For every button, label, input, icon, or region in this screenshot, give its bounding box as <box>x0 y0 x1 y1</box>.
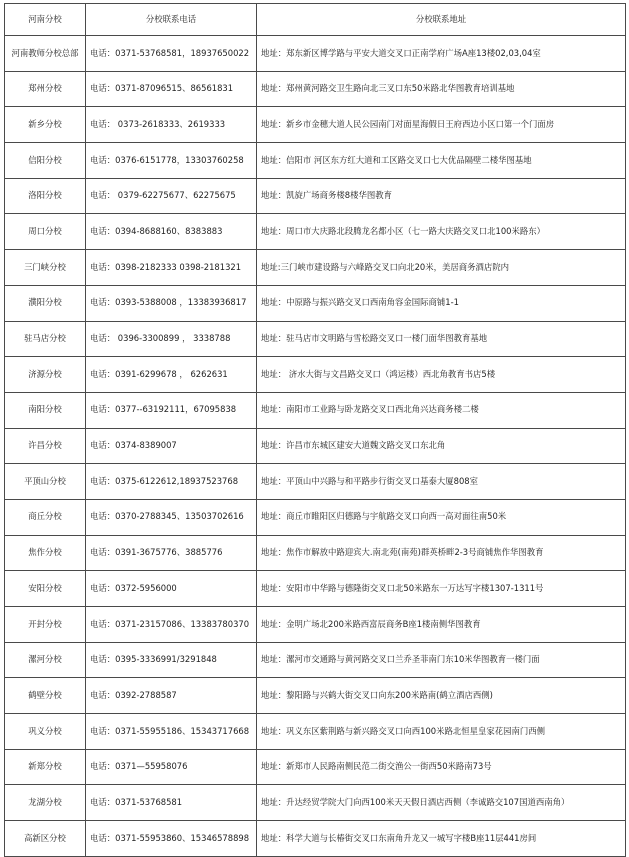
branch-name: 开封分校 <box>5 607 86 643</box>
table-row <box>5 714 626 750</box>
table-row <box>5 71 626 107</box>
branch-address: 地址：平顶山中兴路与和平路步行街交叉口基泰大厦808室 <box>257 464 626 500</box>
branch-phone: 电话：0375-6122612,18937523768 <box>86 464 257 500</box>
table-row <box>5 749 626 785</box>
branch-address: 地址：信阳市 河区东方红大道和工区路交叉口七大优品隔壁二楼华图基地 <box>257 143 626 179</box>
table-body <box>5 36 626 857</box>
branch-name: 河南教师分校总部 <box>5 36 86 72</box>
branch-phone: 电话：0376-6151778，13303760258 <box>86 143 257 179</box>
branch-name: 新乡分校 <box>5 107 86 143</box>
branch-name: 郑州分校 <box>5 71 86 107</box>
branch-address: 地址：安阳市中华路与德隆街交叉口北50米路东一万达写字楼1307-1311号 <box>257 571 626 607</box>
branch-name: 周口分校 <box>5 214 86 250</box>
table-row <box>5 357 626 393</box>
branch-contact-table <box>4 3 626 857</box>
table-row <box>5 607 626 643</box>
table-row <box>5 535 626 571</box>
branch-name: 平顶山分校 <box>5 464 86 500</box>
table-row <box>5 250 626 286</box>
branch-address: 地址：驻马店市文明路与雪松路交叉口一楼门面华图教育基地 <box>257 321 626 357</box>
header-branch: 河南分校 <box>5 4 86 36</box>
table-row <box>5 143 626 179</box>
branch-phone: 电话： 0379-62275677、62275675 <box>86 178 257 214</box>
table-row <box>5 678 626 714</box>
branch-address: 地址：漯河市交通路与黄河路交叉口兰乔圣菲南门东10米华图教育一楼门面 <box>257 642 626 678</box>
branch-name: 驻马店分校 <box>5 321 86 357</box>
branch-phone: 电话：0371—55958076 <box>86 749 257 785</box>
branch-address: 地址：南阳市工业路与卧龙路交叉口西北角兴达商务楼二楼 <box>257 392 626 428</box>
table-header <box>5 4 626 36</box>
table-row <box>5 821 626 857</box>
table-row <box>5 428 626 464</box>
table-row <box>5 571 626 607</box>
branch-address: 地址：郑州黄河路交卫生路向北三叉口东50米路北华图教育培训基地 <box>257 71 626 107</box>
branch-name: 商丘分校 <box>5 499 86 535</box>
branch-address: 地址：周口市大庆路北段腾龙名都小区（七一路大庆路交叉口北100米路东） <box>257 214 626 250</box>
branch-name: 鹤壁分校 <box>5 678 86 714</box>
branch-name: 高新区分校 <box>5 821 86 857</box>
branch-address: 地址：凯旋广场商务楼8楼华图教育 <box>257 178 626 214</box>
table-row <box>5 785 626 821</box>
branch-address: 地址：许昌市东城区建安大道魏文路交叉口东北角 <box>257 428 626 464</box>
branch-name: 漯河分校 <box>5 642 86 678</box>
branch-phone: 电话：0393-5388008 ，13383936817 <box>86 285 257 321</box>
table-row <box>5 107 626 143</box>
branch-address: 地址：商丘市睢阳区归德路与宇航路交叉口向西一高对面往南50米 <box>257 499 626 535</box>
branch-phone: 电话： 0373-2618333、2619333 <box>86 107 257 143</box>
branch-name: 三门峡分校 <box>5 250 86 286</box>
branch-phone: 电话：0371-55955186、15343717668 <box>86 714 257 750</box>
table-row <box>5 321 626 357</box>
branch-address: 地址：巩义东区紫荆路与新兴路交叉口向西100米路北恒星皇家花园南门西侧 <box>257 714 626 750</box>
branch-phone: 电话：0395-3336991/3291848 <box>86 642 257 678</box>
branch-address: 地址：升达经贸学院大门向西100米天天假日酒店西侧（李诚路交107国道西南角） <box>257 785 626 821</box>
table-row <box>5 285 626 321</box>
table-row <box>5 464 626 500</box>
branch-name: 信阳分校 <box>5 143 86 179</box>
branch-phone: 电话：0371-87096515、86561831 <box>86 71 257 107</box>
branch-phone: 电话：0391-6299678 ， 6262631 <box>86 357 257 393</box>
header-phone: 分校联系电话 <box>86 4 257 36</box>
branch-name: 洛阳分校 <box>5 178 86 214</box>
table-row <box>5 214 626 250</box>
header-address: 分校联系地址 <box>257 4 626 36</box>
branch-address: 地址：郑东新区博学路与平安大道交叉口正南学府广场A座13楼02,03,04室 <box>257 36 626 72</box>
branch-address: 地址：新郑市人民路南侧民范二街交渔公一街西50米路南73号 <box>257 749 626 785</box>
branch-phone: 电话： 0396-3300899 ， 3338788 <box>86 321 257 357</box>
branch-phone: 电话：0371-23157086、13383780370 <box>86 607 257 643</box>
branch-phone: 电话：0391-3675776、3885776 <box>86 535 257 571</box>
branch-phone: 电话：0371-55953860、15346578898 <box>86 821 257 857</box>
branch-name: 安阳分校 <box>5 571 86 607</box>
branch-address: 地址：焦作市解放中路迎宾大.南北苑(南苑)群英桥畔2-3号商铺焦作华图教育 <box>257 535 626 571</box>
branch-address: 地址：金明广场北200米路西富辰商务B座1楼南侧华图教育 <box>257 607 626 643</box>
branch-address: 地址：新乡市金穗大道人民公园南门对面星海假日王府西边小区口第一个门面房 <box>257 107 626 143</box>
branch-address: 地址：科学大道与长椿街交叉口东南角升龙又一城写字楼B座11层441房间 <box>257 821 626 857</box>
branch-name: 巩义分校 <box>5 714 86 750</box>
branch-phone: 电话：0370-2788345、13503702616 <box>86 499 257 535</box>
branch-name: 新郑分校 <box>5 749 86 785</box>
table-row <box>5 392 626 428</box>
table-row <box>5 178 626 214</box>
branch-name: 许昌分校 <box>5 428 86 464</box>
branch-phone: 电话：0377--63192111，67095838 <box>86 392 257 428</box>
branch-address: 地址： 济水大街与文昌路交叉口（鸿运楼）西北角教育书店5楼 <box>257 357 626 393</box>
branch-name: 南阳分校 <box>5 392 86 428</box>
branch-name: 濮阳分校 <box>5 285 86 321</box>
branch-address: 地址:三门峡市建设路与六峰路交叉口向北20米，美居商务酒店院内 <box>257 250 626 286</box>
branch-phone: 电话：0371-53768581，18937650022 <box>86 36 257 72</box>
branch-name: 济源分校 <box>5 357 86 393</box>
branch-address: 地址：黎阳路与兴鹤大街交叉口向东200米路南(鹤立酒店西侧) <box>257 678 626 714</box>
branch-phone: 电话：0392-2788587 <box>86 678 257 714</box>
branch-phone: 电话：0394-8688160、8383883 <box>86 214 257 250</box>
branch-address: 地址：中原路与振兴路交叉口西南角容金国际商铺1-1 <box>257 285 626 321</box>
table-row <box>5 642 626 678</box>
branch-phone: 电话：0398-2182333 0398-2181321 <box>86 250 257 286</box>
table-row <box>5 499 626 535</box>
branch-phone: 电话：0371-53768581 <box>86 785 257 821</box>
table-row <box>5 36 626 72</box>
branch-name: 龙湖分校 <box>5 785 86 821</box>
branch-phone: 电话：0372-5956000 <box>86 571 257 607</box>
branch-phone: 电话：0374-8389007 <box>86 428 257 464</box>
branch-name: 焦作分校 <box>5 535 86 571</box>
header-row <box>5 4 626 36</box>
